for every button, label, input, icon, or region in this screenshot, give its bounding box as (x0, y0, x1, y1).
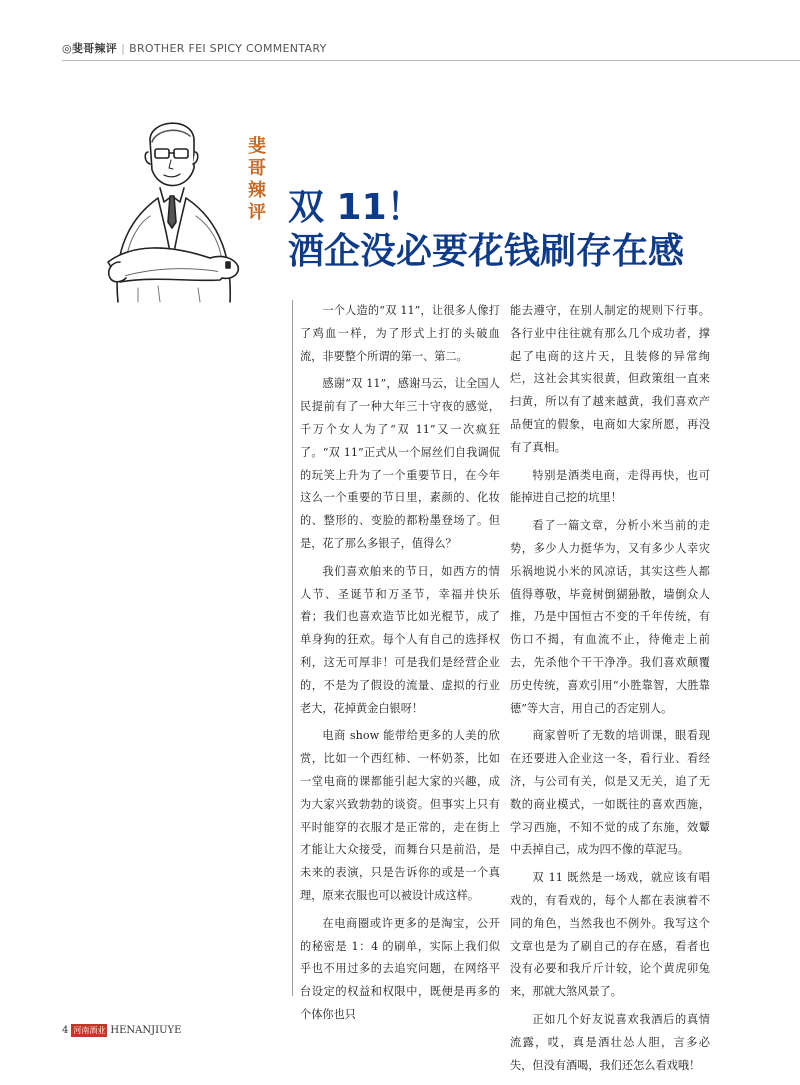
paragraph: 一个人造的“双 11”，让很多人像打了鸡血一样，为了形式上打的头破血流，非要整个所谓的第一、第二。 (300, 304, 500, 363)
paragraph: 看了一篇文章，分析小米当前的走势，多少人力挺华为，又有多少人幸灾乐祸地说小米的风凉话，其实这些人都值得尊敬，毕竟树倒猢狲散，墙倒众人推，乃是中国恒古不变的千年传统，有伤口不揭，有血流不止，待俺走上前去，先杀他个干干净净。我们喜欢颠覆历史传统，喜欢引用“小胜靠智，大胜靠德”等大言，用自己的否定别人。 (510, 519, 710, 715)
paragraph: 商家曾听了无数的培训课，眼看现在还要进入企业这一冬，看行业、看经济，与公司有关，似是又无关，追了无数的商业模式，一如既往的喜欢西施，学习西施，不知不觉的成了东施，效颦中丢掉自己，成为四不像的草泥马。 (510, 729, 710, 857)
paragraph: 感谢“双 11”，感谢马云，让全国人民提前有了一种大年三十守夜的感觉，千万个女人为了“双 11”又一次疯狂了。“双 11”正式从一个屌丝们自我调侃的玩笑上升为了一个重要节日，在今年这么一个重要的节日里，素颜的、化妆的、整形的、变脸的都粉墨登场了。但是，花了那么多银子，值得么？ (300, 377, 500, 550)
header-subtitle: BROTHER FEI SPICY COMMENTARY (129, 42, 327, 55)
page-number: 4 (62, 1025, 69, 1036)
paragraph: 电商 show 能带给更多的人美的欣赏，比如一个西红柿、一杯奶茶，比如一堂电商的课都能引起大家的兴趣，成为大家兴致勃勃的谈资。但事实上只有平时能穿的衣服才是正常的，走在街上才能让大众接受，而舞台只是前沿，是未来的表演，只是告诉你的或是一个真理，原来衣服也可以被设计成这样。 (300, 729, 500, 902)
page-footer (62, 1024, 181, 1037)
header-separator: | (121, 42, 126, 55)
magazine-logo: 河南酒业 (73, 1026, 106, 1035)
paragraph: 双 11 既然是一场戏，就应该有唱戏的，有看戏的，每个人都在表演着不同的角色，当然我也不例外。我写这个文章也是为了刷自己的存在感，看者也没有必要和我斤斤计较，论个黄虎卯兔来，那就大煞风景了。 (510, 871, 710, 999)
body-column-right (510, 300, 710, 1082)
paragraph: 在电商圈或许更多的是淘宝，公开的秘密是 1：4 的刷单，实际上我们似乎也不用过多的去追究问题，在网络平台设定的权益和权限中，既便是再多的个体你也只 (300, 916, 500, 1021)
paragraph: 我们喜欢舶来的节日，如西方的情人节、圣诞节和万圣节，幸福并快乐着；我们也喜欢造节比如光棍节，成了单身狗的狂欢。每个人有自己的选择权利，这无可厚非！可是我们是经营企业的，不是为了假设的流量、虚拟的行业老大，花掉黄金白银呀！ (300, 564, 500, 715)
paragraph: 特别是酒类电商，走得再快，也可能掉进自己挖的坑里！ (510, 468, 710, 505)
column-divider (292, 300, 293, 996)
running-header (62, 40, 327, 56)
paragraph-continued: 能去遵守，在别人制定的规则下行事。各行业中往往就有那么几个成功者，撑起了电商的这片天，且装修的异常绚烂，这社会其实很黄，但政策组一直来扫黄，所以有了越来越黄，我们喜欢产品便宜的假象，电商如大家所愿，再没有了真相。 (510, 304, 710, 454)
column-label-char: 评 (248, 202, 266, 223)
header-brand: ◎斐哥辣评 (62, 42, 118, 55)
paragraph: 正如几个好友说喜欢我酒后的真情流露，哎，真是酒壮怂人胆，言多必失，但没有酒喝，我们还怎么看戏哦！ (510, 1012, 710, 1072)
title-line-1: 双 11！ (288, 187, 423, 228)
column-label-char: 辣 (248, 180, 266, 201)
body-column-left (300, 300, 500, 1032)
title-line-2: 酒企没必要花钱刷存在感 (288, 231, 685, 272)
column-label-char: 斐 (248, 136, 266, 157)
magazine-name: HENANJIUYE (110, 1025, 182, 1036)
article-title (288, 186, 684, 274)
column-label-vertical (242, 136, 272, 224)
column-label-char: 哥 (248, 158, 266, 179)
header-rule (62, 60, 800, 61)
